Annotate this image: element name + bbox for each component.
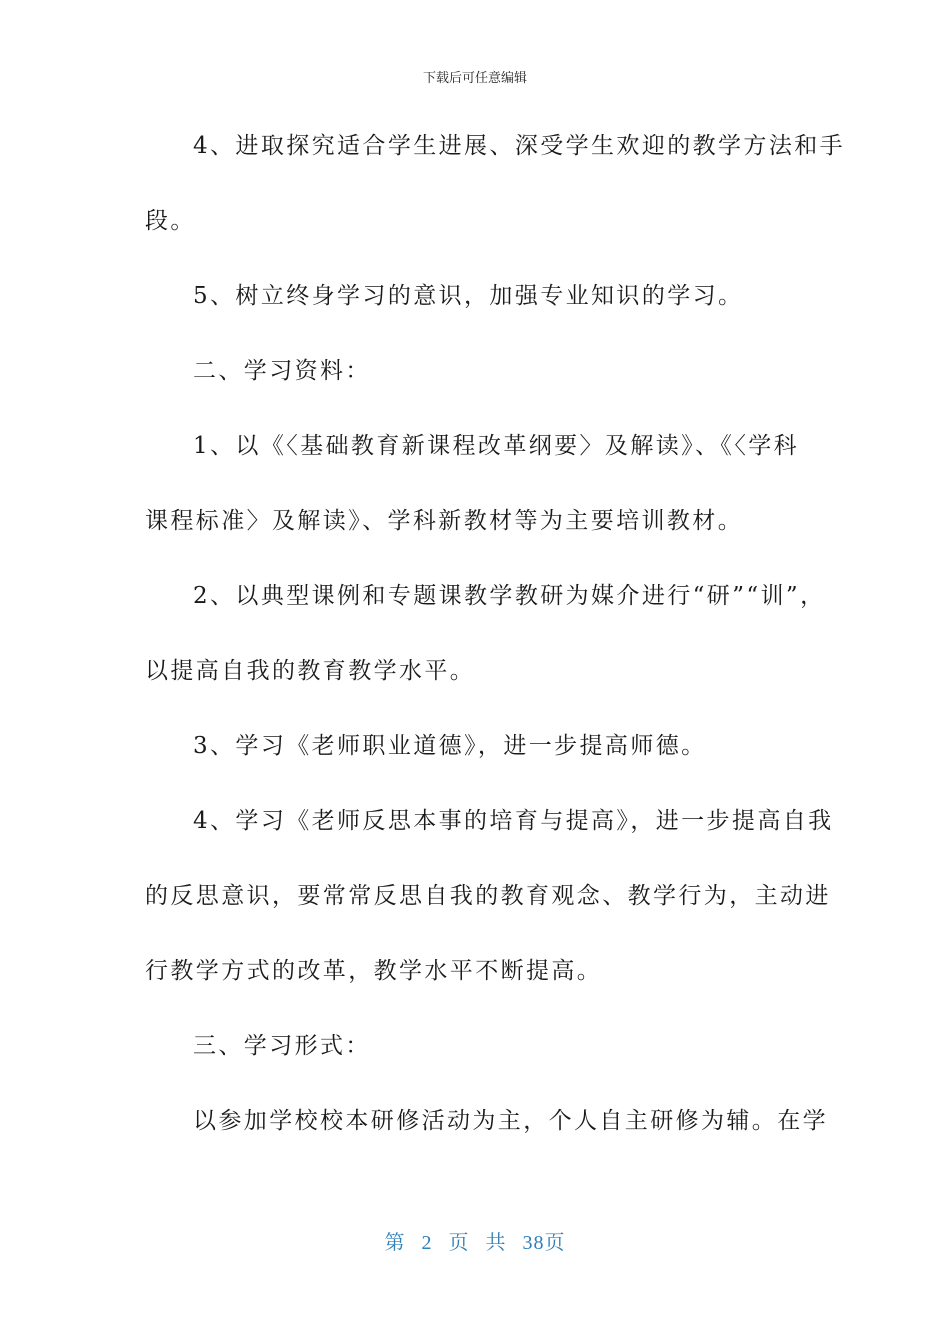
footer-total-pages: 38页 (522, 1232, 566, 1254)
body-line: 以参加学校校本研修活动为主，个人自主研修为辅。在学 (193, 1108, 828, 1134)
body-line: 段。 (145, 208, 196, 234)
footer-page-number: 2 (421, 1232, 433, 1254)
body-line: 的反思意识，要常常反思自我的教育观念、教学行为，主动进 (145, 883, 831, 909)
body-line: 4、进取探究适合学生进展、深受学生欢迎的教学方法和手 (193, 133, 846, 159)
body-line: 4、学习《老师反思本事的培育与提高》，进一步提高自我 (193, 808, 834, 834)
body-line: 行教学方式的改革，教学水平不断提高。 (145, 958, 603, 984)
body-line: 2、以典型课例和专题课教学教研为媒介进行“研”“训”， (193, 583, 826, 609)
footer-ye: 页 (448, 1232, 470, 1254)
body-line: 3、学习《老师职业道德》，进一步提高师德。 (193, 733, 707, 759)
section-heading: 二、学习资料： (193, 358, 371, 384)
footer-gong: 共 (485, 1232, 507, 1254)
body-line: 以提高自我的教育教学水平。 (145, 658, 476, 684)
page-footer (0, 1226, 950, 1255)
body-line: 课程标准〉及解读》、学科新教材等为主要培训教材。 (145, 508, 744, 534)
section-heading: 三、学习形式： (193, 1033, 371, 1059)
body-line: 1、以《〈基础教育新课程改革纲要〉及解读》、《〈学科 (193, 433, 800, 459)
page-header: 下载后可任意编辑 (422, 71, 527, 86)
body-line: 5、树立终身学习的意识，加强专业知识的学习。 (193, 283, 744, 309)
footer-di: 第 (384, 1232, 406, 1254)
